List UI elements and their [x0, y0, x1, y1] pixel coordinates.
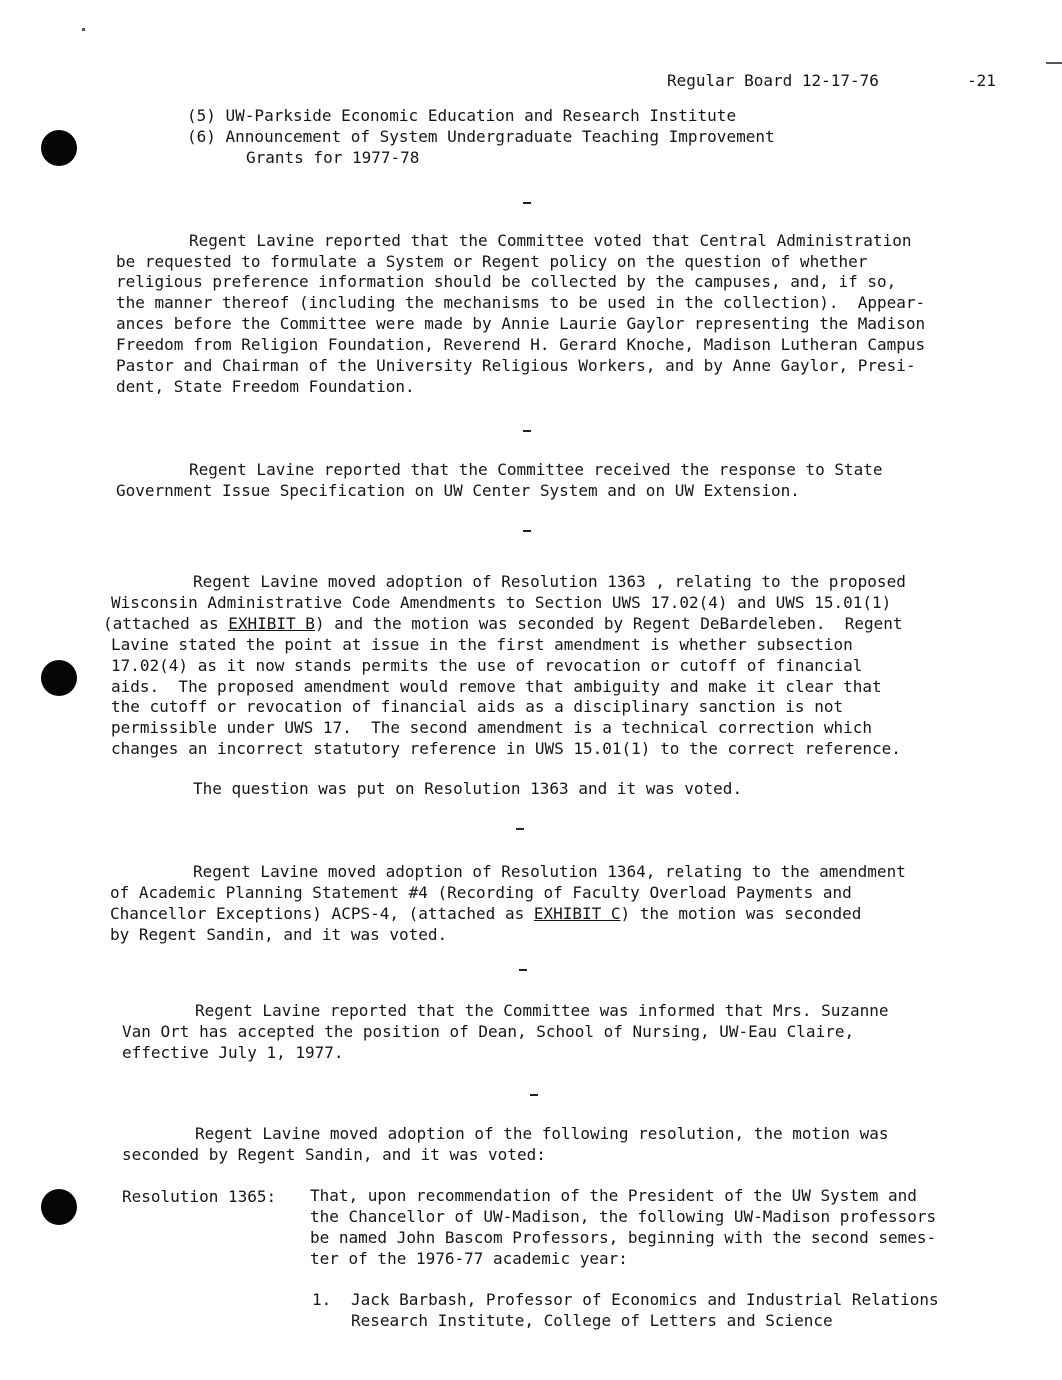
paragraph-line: Van Ort has accepted the position of Dean, School of Nursing, UW-Eau Claire,: [122, 1022, 855, 1041]
paragraph-line: religious preference information should be collected by the campuses, and, if so,: [116, 272, 897, 291]
separator-dash: [523, 202, 531, 204]
paragraph-line: permissible under UWS 17. The second amendment is a technical correction which: [111, 718, 872, 737]
paragraph-line: dent, State Freedom Foundation.: [116, 377, 415, 396]
resolution-line: ter of the 1976-77 academic year:: [310, 1249, 628, 1268]
punch-hole-bottom: [41, 1189, 77, 1225]
question-line: The question was put on Resolution 1363 and it was voted.: [193, 779, 743, 798]
paragraph-line: Regent Lavine reported that the Committee voted that Central Administration: [189, 231, 912, 250]
exhibit-c-link[interactable]: EXHIBIT C: [533, 904, 621, 923]
paragraph-line: be requested to formulate a System or Regent policy on the question of whether: [116, 252, 868, 271]
separator-dash: [519, 969, 527, 971]
paragraph-line: Government Issue Specification on UW Center System and on UW Extension.: [116, 481, 800, 500]
paragraph-line: effective July 1, 1977.: [122, 1043, 344, 1062]
agenda-item-6: (6) Announcement of System Undergraduate Teaching Improvement: [187, 127, 775, 146]
page-number: -21: [967, 71, 996, 90]
list-item: Research Institute, College of Letters and Science: [351, 1311, 833, 1330]
paragraph-line: seconded by Regent Sandin, and it was voted:: [122, 1145, 546, 1164]
paragraph-line: 17.02(4) as it now stands permits the use of revocation or cutoff of financial: [111, 656, 863, 675]
resolution-line: That, upon recommendation of the President of the UW System and: [310, 1186, 917, 1205]
exhibit-b-link[interactable]: EXHIBIT B: [228, 614, 315, 633]
paragraph-line: of Academic Planning Statement #4 (Recording of Faculty Overload Payments and: [110, 883, 852, 902]
paragraph-line: aids. The proposed amendment would remove that ambiguity and make it clear that: [111, 677, 882, 696]
header-title: Regular Board 12-17-76: [667, 71, 879, 90]
resolution-label: Resolution 1365:: [122, 1187, 277, 1206]
list-item: Jack Barbash, Professor of Economics and Industrial Relations: [351, 1290, 939, 1309]
agenda-item-6-cont: Grants for 1977-78: [246, 148, 420, 167]
paragraph-line: Regent Lavine moved adoption of Resolution 1363 , relating to the proposed: [193, 572, 906, 591]
paragraph-line: the cutoff or revocation of financial aids as a disciplinary sanction is not: [111, 697, 844, 716]
separator-dash: [530, 1094, 538, 1096]
paragraph-line: Regent Lavine moved adoption of the following resolution, the motion was: [195, 1124, 889, 1143]
paragraph-line: Freedom from Religion Foundation, Reverend H. Gerard Knoche, Madison Lutheran Campus: [116, 335, 926, 354]
paragraph-line: Chancellor Exceptions) ACPS-4, (attached as EXHIBIT C) the motion was seconded: [110, 904, 862, 923]
paragraph-line: by Regent Sandin, and it was voted.: [110, 925, 448, 944]
list-item-number: 1.: [312, 1290, 332, 1309]
separator-dash: [516, 828, 524, 830]
scan-speck: [82, 28, 85, 31]
separator-dash: [523, 530, 531, 532]
resolution-line: be named John Bascom Professors, beginning with the second semes-: [310, 1228, 937, 1247]
paragraph-line: Regent Lavine reported that the Committee received the response to State: [189, 460, 883, 479]
paragraph-line: changes an incorrect statutory reference in UWS 15.01(1) to the correct reference.: [111, 739, 901, 758]
punch-hole-middle: [41, 660, 77, 696]
separator-dash: [523, 430, 531, 432]
paragraph-line: Regent Lavine reported that the Committee was informed that Mrs. Suzanne: [195, 1001, 889, 1020]
scan-edge-mark: [1046, 62, 1062, 64]
resolution-line: the Chancellor of UW-Madison, the following UW-Madison professors: [310, 1207, 937, 1226]
paragraph-line: the manner thereof (including the mechanisms to be used in the collection). Appear-: [116, 293, 926, 312]
paragraph-line: (attached as EXHIBIT B) and the motion was seconded by Regent DeBardeleben. Regent: [103, 614, 903, 633]
paragraph-line: ances before the Committee were made by Annie Laurie Gaylor representing the Madison: [116, 314, 926, 333]
paragraph-line: Lavine stated the point at issue in the first amendment is whether subsection: [111, 635, 853, 654]
punch-hole-top: [41, 130, 77, 166]
paragraph-line: Pastor and Chairman of the University Religious Workers, and by Anne Gaylor, Presi-: [116, 356, 916, 375]
agenda-item-5: (5) UW-Parkside Economic Education and Research Institute: [187, 106, 737, 125]
paragraph-line: Wisconsin Administrative Code Amendments to Section UWS 17.02(4) and UWS 15.01(1): [111, 593, 892, 612]
paragraph-line: Regent Lavine moved adoption of Resolution 1364, relating to the amendment: [193, 862, 906, 881]
